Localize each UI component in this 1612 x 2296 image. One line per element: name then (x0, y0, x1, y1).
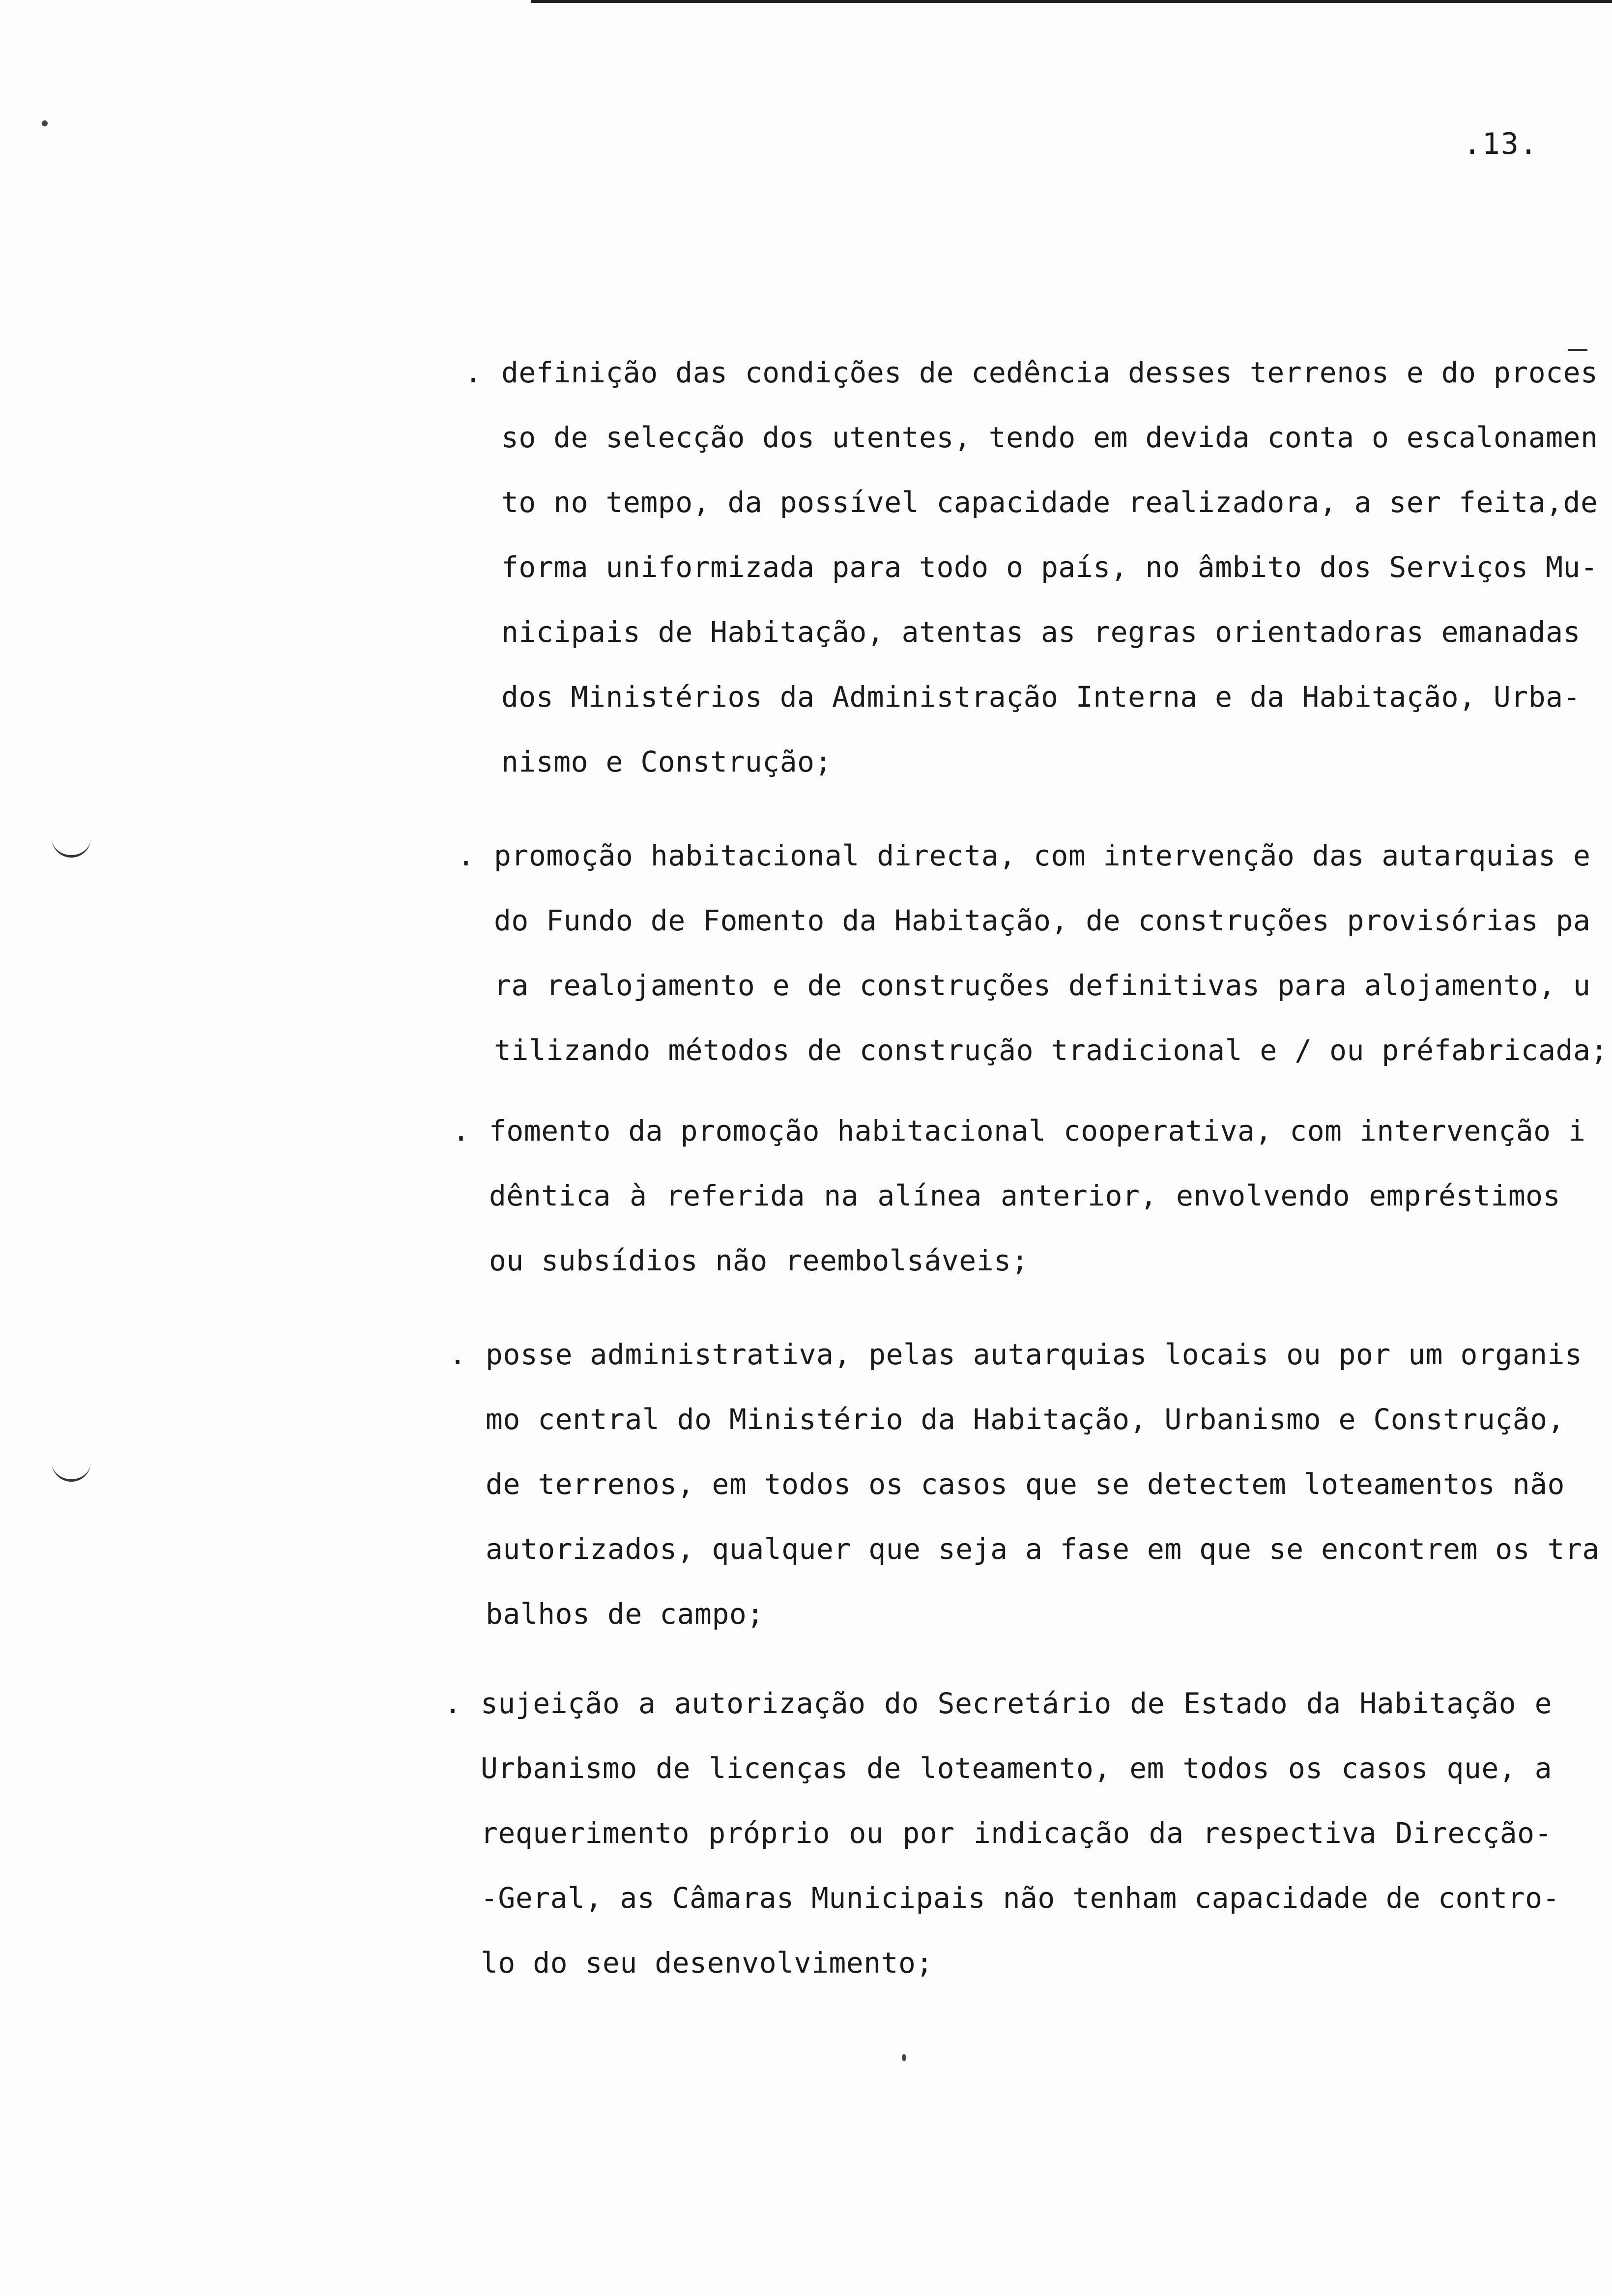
list-item (452, 1098, 1586, 1293)
text-line: fomento da promoção habitacional cooperativa, com intervenção i (489, 1114, 1586, 1148)
list-item (457, 823, 1608, 1083)
text-line: mo central do Ministério da Habitação, Urbanismo e Construção, (486, 1403, 1565, 1436)
text-line: balhos de campo; (486, 1597, 764, 1631)
text-line: nicipais de Habitação, atentas as regras orientadoras emanadas (501, 615, 1581, 649)
bullet: . (444, 1686, 462, 1721)
text-line: to no tempo, da possível capacidade realizadora, a ser feita,de (501, 486, 1598, 519)
text-line: ra realojamento e de construções definitivas para alojamento, u (494, 969, 1591, 1002)
text-line: Urbanismo de licenças de loteamento, em todos os casos que, a (481, 1751, 1552, 1785)
text-line: forma uniformizada para todo o país, no âmbito dos Serviços Mu- (501, 550, 1598, 584)
text-line: posse administrativa, pelas autarquias locais ou por um organis (486, 1338, 1583, 1371)
text-line: autorizados, qualquer que seja a fase em que se encontrem os tra (486, 1532, 1600, 1566)
text-line: so de selecção dos utentes, tendo em devida conta o escalonamen (501, 421, 1598, 454)
bullet: . (464, 355, 483, 390)
text-line: definição das condições de cedência desses terrenos e do proces (501, 356, 1598, 389)
text-line: ou subsídios não reembolsáveis; (489, 1244, 1029, 1277)
scan-mark-1 (52, 835, 91, 858)
text-line: sujeição a autorização do Secretário de Estado da Habitação e (481, 1687, 1552, 1720)
bullet: . (457, 838, 475, 873)
bullet: . (449, 1337, 467, 1372)
top-rule (531, 0, 1612, 3)
list-item (464, 340, 1598, 794)
text-line: -Geral, as Câmaras Municipais não tenham capacidade de contro- (481, 1881, 1560, 1915)
text-line: promoção habitacional directa, com intervenção das autarquias e (494, 839, 1591, 872)
text-line: nismo e Construção; (501, 745, 832, 778)
list-item (449, 1322, 1600, 1646)
list-item (444, 1671, 1560, 1995)
text-line: requerimento próprio ou por indicação da respectiva Direcção- (481, 1816, 1552, 1850)
text-line: lo do seu desenvolvimento; (481, 1946, 933, 1980)
page-number: .13. (1463, 127, 1538, 161)
text-line: do Fundo de Fomento da Habitação, de construções provisórias pa (494, 904, 1591, 937)
scan-mark-2 (52, 1460, 91, 1482)
bullet: . (452, 1114, 470, 1148)
scan-dot-2 (902, 2054, 906, 2061)
text-line: dêntica à referida na alínea anterior, envolvendo empréstimos (489, 1179, 1560, 1212)
text-line: de terrenos, em todos os casos que se detectem loteamentos não (486, 1467, 1565, 1501)
text-line: tilizando métodos de construção tradicional e / ou préfabricada; (494, 1033, 1608, 1067)
text-line: dos Ministérios da Administração Interna e da Habitação, Urba- (501, 680, 1581, 714)
scan-dot-1 (42, 120, 48, 126)
